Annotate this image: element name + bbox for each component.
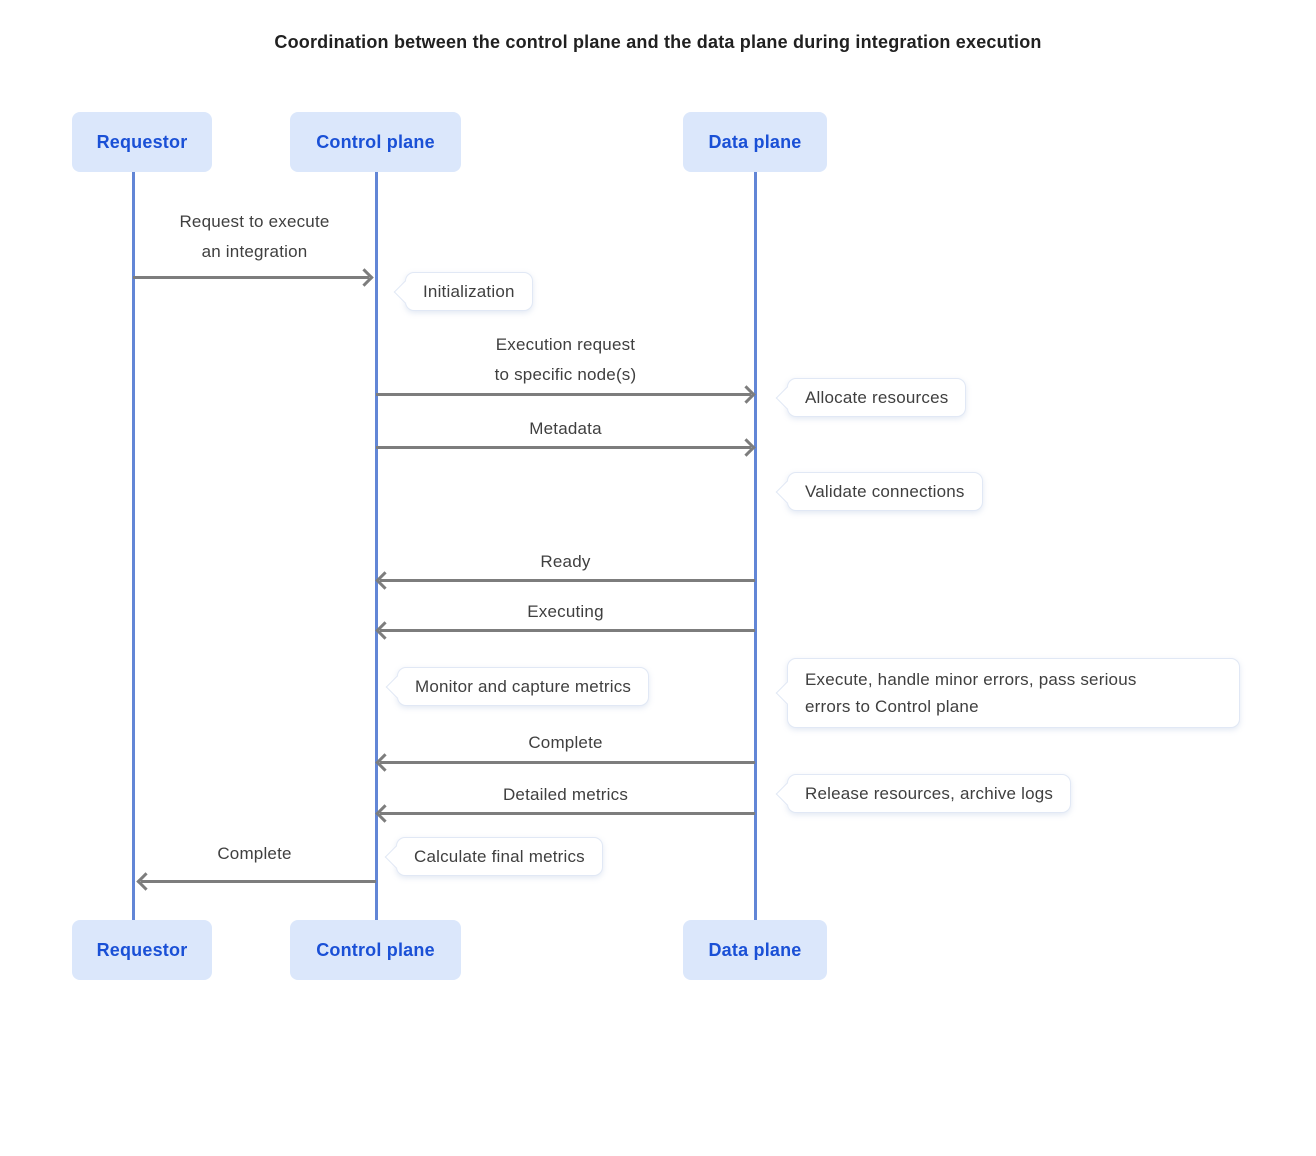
message-arrow [380,579,755,582]
message-label-line: an integration [201,242,308,261]
lifeline-requestor [132,171,135,921]
message-label-line: Complete [528,733,603,752]
message-label [376,330,755,390]
note-text: Validate connections [805,482,965,501]
message-label [376,547,755,577]
actor-data-plane-top: Data plane [683,112,827,172]
message-label [376,414,755,444]
note-text: errors to Control plane [805,697,979,716]
message-label [133,207,376,267]
note-validate-connections [787,472,983,511]
message-arrow [380,761,755,764]
note-text: Allocate resources [805,388,949,407]
arrowhead-right-icon [355,268,373,286]
note-execute-handle-errors [787,658,1240,728]
message-label-line: Metadata [529,419,602,438]
note-text: Execute, handle minor errors, pass serious [805,670,1137,689]
note-tail-icon [776,480,799,503]
note-tail-icon [394,280,417,303]
note-initialization [405,272,533,311]
message-label [133,839,376,869]
message-arrow [141,880,376,883]
message-label-line: Ready [540,552,591,571]
message-label [376,597,755,627]
note-text: Release resources, archive logs [805,784,1054,803]
note-monitor-capture-metrics [397,667,649,706]
message-label-line: Complete [217,844,292,863]
message-label-line: Request to execute [179,212,330,231]
message-arrow [376,446,751,449]
actor-requestor-top: Requestor [72,112,212,172]
note-tail-icon [776,386,799,409]
note-tail-icon [386,675,409,698]
message-label-line: Detailed metrics [502,785,629,804]
message-arrow [380,812,755,815]
note-tail-icon [385,845,408,868]
message-label-line: Execution request [495,335,636,354]
actor-data-plane-bottom: Data plane [683,920,827,980]
actor-requestor-bottom: Requestor [72,920,212,980]
message-label [376,780,755,810]
note-allocate-resources [787,378,966,417]
note-text: Calculate final metrics [414,847,585,866]
actor-control-plane-bottom: Control plane [290,920,461,980]
message-arrow [376,393,751,396]
message-arrow [133,276,369,279]
note-calculate-final-metrics [396,837,603,876]
message-label [376,728,755,758]
message-label-line: Executing [527,602,604,621]
diagram-title: Coordination between the control plane and the data plane during integration execution [274,32,1042,52]
message-label-line: to specific node(s) [494,365,637,384]
note-tail-icon [776,682,799,705]
note-tail-icon [776,782,799,805]
message-arrow [380,629,755,632]
actor-control-plane-top: Control plane [290,112,461,172]
note-text: Monitor and capture metrics [415,677,632,696]
note-release-resources [787,774,1071,813]
arrowhead-left-icon [136,872,154,890]
note-text: Initialization [423,282,515,301]
